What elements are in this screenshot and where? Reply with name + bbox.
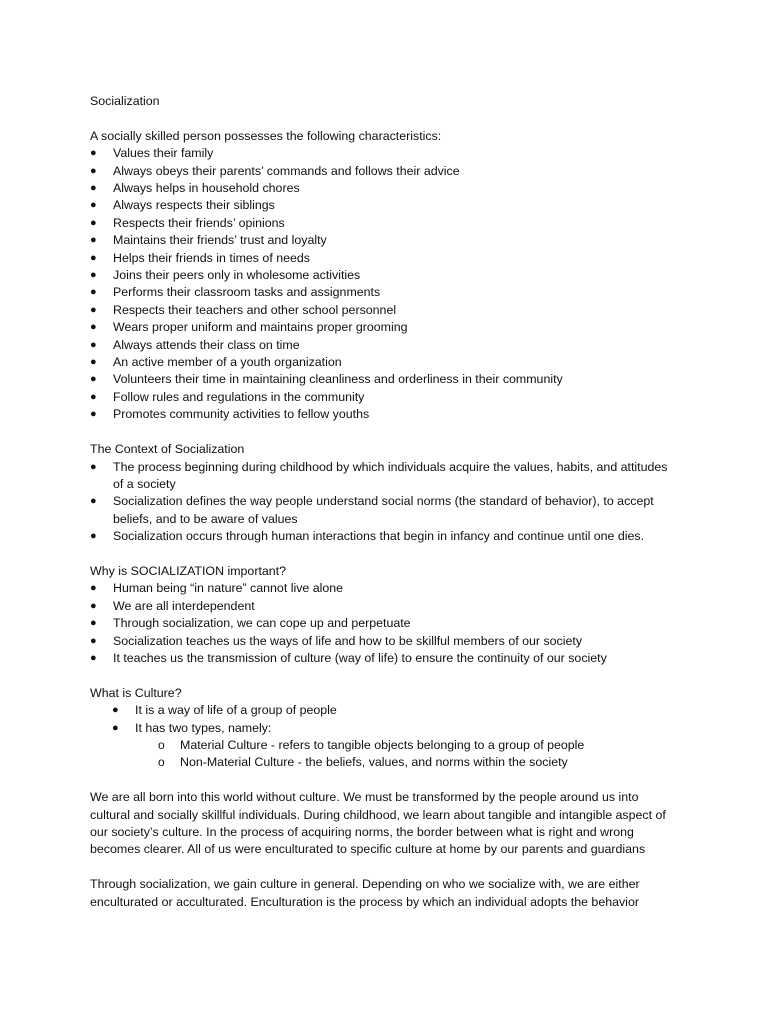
list-item: ● Respects their teachers and other school personnel	[90, 302, 680, 319]
list-item: ● Through socialization, we can cope up and perpetuate	[90, 615, 680, 632]
bullet-icon: ●	[90, 390, 97, 403]
list-item: ● Respects their friends’ opinions	[90, 215, 680, 232]
importance-list	[90, 580, 680, 667]
list-item: o Non-Material Culture - the beliefs, values, and norms within the society	[90, 754, 680, 771]
bullet-icon: ●	[112, 721, 119, 734]
bullet-icon: ●	[90, 617, 97, 630]
list-item: ● Socialization occurs through human interactions that begin in infancy and continue until one dies.	[90, 528, 680, 545]
bullet-icon: ●	[90, 408, 97, 421]
bullet-icon: ●	[90, 651, 97, 664]
bullet-icon: ●	[90, 373, 97, 386]
section4-heading: What is Culture?	[90, 685, 182, 700]
bullet-icon: ●	[90, 216, 97, 229]
list-item: ● The process beginning during childhood by which individuals acquire the values, habits, and attitudes of a society	[90, 459, 668, 491]
list-item: ● It teaches us the transmission of culture (way of life) to ensure the continuity of our society	[90, 650, 680, 667]
bullet-icon: ●	[90, 356, 97, 369]
bullet-icon: ●	[90, 182, 97, 195]
bullet-icon: ●	[90, 338, 97, 351]
list-item: ● Promotes community activities to fellow youths	[90, 406, 680, 423]
bullet-icon: ●	[90, 634, 97, 647]
circle-bullet-icon: o	[158, 755, 165, 770]
bullet-icon: ●	[90, 251, 97, 264]
circle-bullet-icon: o	[158, 737, 165, 752]
list-item: ● Always respects their siblings	[90, 197, 680, 214]
body-paragraph: We are all born into this world without culture. We must be transformed by the people around us into cultural and socially skillful individuals. During childhood, we learn about tangible and intangible aspect of our society’s culture. In the process of acquiring norms, the border between what is right and wrong becomes clearer. All of us were enculturated to specific culture at home by our parents and guardians	[90, 790, 666, 857]
document-page	[90, 93, 680, 911]
list-item: ● Always helps in household chores	[90, 180, 680, 197]
culture-types-list	[90, 737, 680, 772]
list-item: ● Helps their friends in times of needs	[90, 250, 680, 267]
list-item: ● Joins their peers only in wholesome activities	[90, 267, 680, 284]
bullet-icon: ●	[90, 460, 97, 473]
list-item: o Material Culture - refers to tangible objects belonging to a group of people	[90, 737, 680, 754]
context-list	[90, 459, 680, 546]
body-paragraph: Through socialization, we gain culture in general. Depending on who we socialize with, we are either enculturated or acculturated. Enculturation is the process by which an individual adopts the behavior	[90, 877, 640, 909]
list-item: ● Follow rules and regulations in the community	[90, 389, 680, 406]
section3-heading: Why is SOCIALIZATION important?	[90, 563, 286, 578]
list-item: ● Socialization defines the way people understand social norms (the standard of behavior), to accept beliefs, and to be aware of values	[90, 494, 654, 526]
bullet-icon: ●	[112, 704, 119, 717]
bullet-icon: ●	[90, 303, 97, 316]
bullet-icon: ●	[90, 164, 97, 177]
bullet-icon: ●	[90, 234, 97, 247]
list-item: ● Wears proper uniform and maintains proper grooming	[90, 319, 680, 336]
list-item: ● Volunteers their time in maintaining cleanliness and orderliness in their community	[90, 371, 680, 388]
bullet-icon: ●	[90, 582, 97, 595]
list-item: ● We are all interdependent	[90, 598, 680, 615]
list-item: ● An active member of a youth organization	[90, 354, 680, 371]
culture-list	[90, 702, 680, 737]
bullet-icon: ●	[90, 495, 97, 508]
list-item: ● Human being “in nature” cannot live alone	[90, 580, 680, 597]
bullet-icon: ●	[90, 599, 97, 612]
bullet-icon: ●	[90, 530, 97, 543]
list-item: ● It has two types, namely:	[90, 720, 680, 737]
document-title: Socialization	[90, 94, 160, 108]
section1-intro: A socially skilled person possesses the following characteristics:	[90, 128, 442, 143]
list-item: ● Performs their classroom tasks and assignments	[90, 284, 680, 301]
list-item: ● Always attends their class on time	[90, 337, 680, 354]
list-item: ● Socialization teaches us the ways of life and how to be skillful members of our society	[90, 633, 680, 650]
characteristics-list	[90, 145, 680, 424]
bullet-icon: ●	[90, 199, 97, 212]
bullet-icon: ●	[90, 286, 97, 299]
list-item: ● Maintains their friends’ trust and loyalty	[90, 232, 680, 249]
bullet-icon: ●	[90, 147, 97, 160]
section2-heading: The Context of Socialization	[90, 442, 245, 457]
bullet-icon: ●	[90, 269, 97, 282]
list-item: ● Always obeys their parents’ commands and follows their advice	[90, 163, 680, 180]
bullet-icon: ●	[90, 321, 97, 334]
list-item: ● Values their family	[90, 145, 680, 162]
list-item: ● It is a way of life of a group of people	[90, 702, 680, 719]
